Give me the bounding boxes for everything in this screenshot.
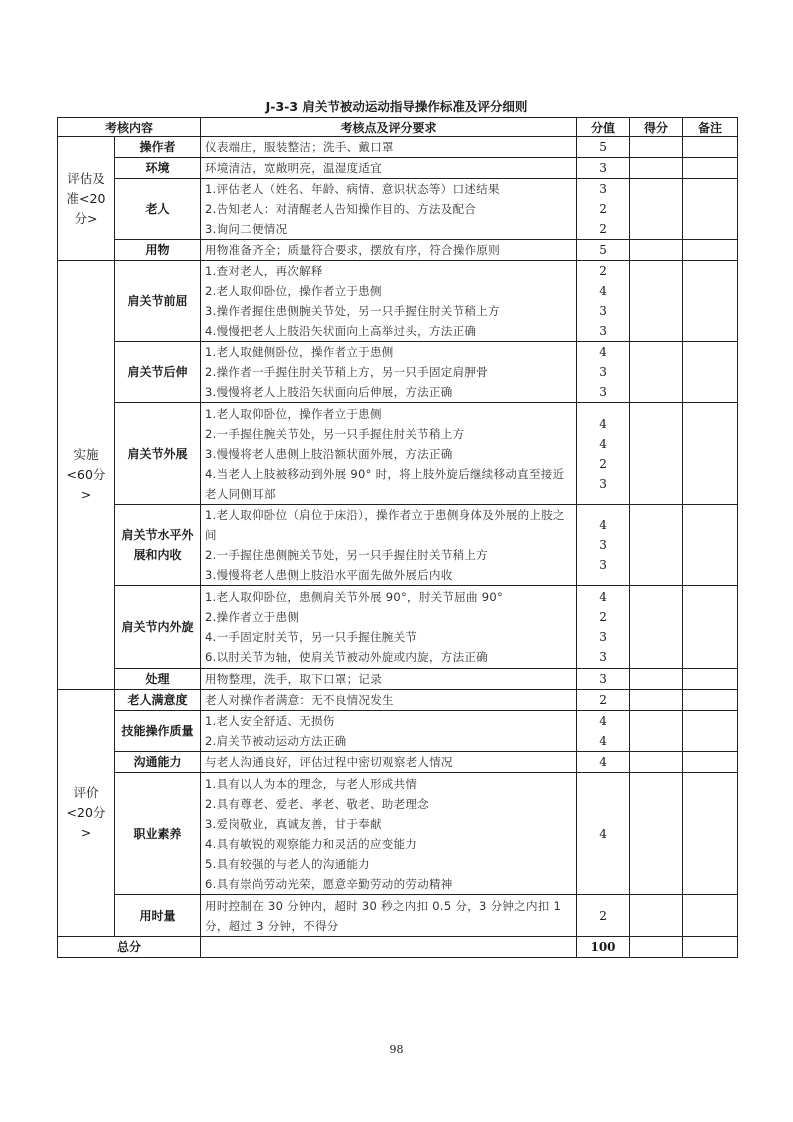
desc-environment [201, 158, 577, 179]
score-value: 3 [599, 304, 607, 318]
note-cell [683, 240, 738, 261]
score-value: 3 [599, 672, 607, 686]
section-assess: 评估及准<20分> [58, 137, 115, 261]
desc-line: 6.具有崇尚劳动光荣，愿意辛勤劳动的劳动精神 [205, 876, 453, 891]
desc-line: 4.当老人上肢被移动到外展 90° 时，将上肢外旋后继续移动直至接近老人同侧耳部 [205, 466, 565, 501]
desc-horizontal-abduction [201, 505, 577, 586]
item-shoulder-extension: 肩关节后伸 [115, 342, 201, 403]
desc-handling [201, 669, 577, 690]
header-points: 考核点及评分要求 [201, 118, 577, 137]
got-cell [630, 137, 683, 158]
item-elder: 老人 [115, 179, 201, 240]
score-value: 4 [599, 590, 607, 604]
desc-line: 4.一手固定肘关节，另一只手握住腕关节 [205, 630, 418, 644]
score-environment [577, 158, 630, 179]
note-cell [683, 403, 738, 505]
note-cell [683, 669, 738, 690]
got-cell [630, 690, 683, 711]
got-cell [630, 773, 683, 895]
note-cell [683, 937, 738, 958]
item-environment: 环境 [115, 158, 201, 179]
desc-skill-quality [201, 711, 577, 752]
desc-supplies [201, 240, 577, 261]
total-desc [201, 937, 577, 958]
scoring-table [57, 117, 738, 958]
desc-line: 2.告知老人：对清醒老人告知操作目的、方法及配合 [205, 202, 477, 216]
desc-line: 3.慢慢将老人上肢沿矢状面向后伸展，方法正确 [205, 385, 453, 399]
desc-line: 4.具有敏锐的观察能力和灵活的应变能力 [205, 836, 418, 851]
score-value: 4 [599, 345, 607, 359]
item-horizontal-abduction: 肩关节水平外展和内收 [115, 505, 201, 586]
score-value: 4 [599, 755, 607, 769]
desc-line: 用物准备齐全；质量符合要求，摆放有序，符合操作原则 [205, 243, 501, 257]
item-shoulder-abduction: 肩关节外展 [115, 403, 201, 505]
score-value: 2 [599, 264, 607, 278]
desc-elder [201, 179, 577, 240]
score-value: 3 [599, 161, 607, 175]
got-cell [630, 342, 683, 403]
desc-line: 环境清洁，宽敞明亮，温湿度适宜 [205, 161, 383, 175]
score-shoulder-abduction [577, 403, 630, 505]
note-cell [683, 752, 738, 773]
desc-line: 1.老人安全舒适、无损伤 [205, 714, 335, 728]
note-cell [683, 690, 738, 711]
got-cell [630, 895, 683, 937]
table-row [58, 261, 738, 342]
desc-line: 2.具有尊老、爱老、孝老、敬老、助老理念 [205, 796, 429, 811]
score-value: 2 [599, 693, 607, 707]
total-row [58, 937, 738, 958]
table-row [58, 895, 738, 937]
score-value: 3 [599, 476, 607, 491]
table-row [58, 690, 738, 711]
got-cell [630, 158, 683, 179]
got-cell [630, 505, 683, 586]
section-implementation: 实施<60分> [58, 261, 115, 690]
note-cell [683, 158, 738, 179]
note-cell [683, 342, 738, 403]
score-value: 2 [599, 908, 607, 923]
score-value: 2 [599, 610, 607, 624]
table-row [58, 669, 738, 690]
desc-line: 2.一手握住腕关节处，另一只手握住肘关节稍上方 [205, 426, 465, 441]
table-row [58, 342, 738, 403]
desc-line: 1.老人取健侧卧位，操作者立于患侧 [205, 345, 394, 359]
note-cell [683, 586, 738, 669]
desc-operator [201, 137, 577, 158]
table-row [58, 711, 738, 752]
note-cell [683, 895, 738, 937]
score-value: 4 [599, 714, 607, 728]
note-cell [683, 773, 738, 895]
score-value: 4 [599, 734, 607, 748]
table-row [58, 752, 738, 773]
score-value: 3 [599, 538, 607, 552]
score-shoulder-rotation [577, 586, 630, 669]
desc-line: 3.慢慢将老人患侧上肢沿水平面先做外展后内收 [205, 568, 453, 582]
note-cell [683, 505, 738, 586]
total-label: 总分 [58, 937, 201, 958]
item-shoulder-flexion: 肩关节前屈 [115, 261, 201, 342]
desc-line: 用物整理，洗手，取下口罩；记录 [205, 672, 383, 686]
desc-line: 2.操作者立于患侧 [205, 610, 300, 624]
score-time-used [577, 895, 630, 937]
item-supplies: 用物 [115, 240, 201, 261]
score-value: 3 [599, 385, 607, 399]
item-communication: 沟通能力 [115, 752, 201, 773]
header-got: 得分 [630, 118, 683, 137]
desc-line: 与老人沟通良好，评估过程中密切观察老人情况 [205, 755, 453, 769]
score-operator [577, 137, 630, 158]
table-row [58, 505, 738, 586]
desc-line: 仪表端庄，服装整洁；洗手、戴口罩 [205, 140, 394, 154]
score-shoulder-extension [577, 342, 630, 403]
desc-professionalism [201, 773, 577, 895]
desc-line: 3.爱岗敬业，真诚友善，甘于奉献 [205, 816, 382, 831]
desc-line: 5.具有较强的与老人的沟通能力 [205, 856, 370, 871]
desc-satisfaction [201, 690, 577, 711]
score-value: 4 [599, 416, 607, 431]
score-value: 5 [599, 140, 607, 154]
got-cell [630, 179, 683, 240]
score-value: 2 [599, 202, 607, 216]
score-handling [577, 669, 630, 690]
score-skill-quality [577, 711, 630, 752]
item-professionalism: 职业素养 [115, 773, 201, 895]
table-header-row [58, 118, 738, 137]
score-value: 3 [599, 558, 607, 572]
desc-shoulder-rotation [201, 586, 577, 669]
item-operator: 操作者 [115, 137, 201, 158]
item-skill-quality: 技能操作质量 [115, 711, 201, 752]
section-evaluation: 评价<20分> [58, 690, 115, 937]
desc-line: 1.老人取仰卧位（肩位于床沿），操作者立于患侧身体及外展的上肢之间 [205, 508, 565, 542]
got-cell [630, 586, 683, 669]
score-value: 3 [599, 650, 607, 664]
desc-line: 1.具有以人为本的理念，与老人形成共情 [205, 776, 418, 791]
note-cell [683, 711, 738, 752]
got-cell [630, 403, 683, 505]
score-value: 4 [599, 284, 607, 298]
score-value: 2 [599, 456, 607, 471]
desc-shoulder-flexion [201, 261, 577, 342]
score-value: 3 [599, 365, 607, 379]
desc-line: 6.以肘关节为轴，使肩关节被动外旋或内旋，方法正确 [205, 650, 488, 664]
item-shoulder-rotation: 肩关节内外旋 [115, 586, 201, 669]
score-value: 3 [599, 630, 607, 644]
table-row [58, 773, 738, 895]
score-value: 2 [599, 222, 607, 236]
got-cell [630, 937, 683, 958]
total-score: 100 [577, 937, 630, 958]
desc-line: 2.操作者一手握住肘关节稍上方，另一只手固定肩胛骨 [205, 365, 488, 379]
got-cell [630, 711, 683, 752]
desc-line: 3.慢慢将老人患侧上肢沿额状面外展，方法正确 [205, 446, 453, 461]
score-shoulder-flexion [577, 261, 630, 342]
desc-line: 老人对操作者满意：无不良情况发生 [205, 693, 394, 707]
item-satisfaction: 老人满意度 [115, 690, 201, 711]
score-elder [577, 179, 630, 240]
score-value: 4 [599, 436, 607, 451]
score-supplies [577, 240, 630, 261]
score-value: 3 [599, 182, 607, 196]
header-item: 考核内容 [58, 118, 201, 137]
desc-line: 1.老人取仰卧位，患侧肩关节外展 90°，肘关节屈曲 90° [205, 590, 504, 604]
note-cell [683, 261, 738, 342]
note-cell [683, 137, 738, 158]
desc-line: 用时控制在 30 分钟内，超时 30 秒之内扣 0.5 分，3 分钟之内扣 1 分，超过 3 分钟，不得分 [205, 898, 562, 933]
table-row [58, 137, 738, 158]
desc-line: 2.老人取仰卧位，操作者立于患侧 [205, 284, 382, 298]
desc-line: 4.慢慢把老人上肢沿矢状面向上高举过头，方法正确 [205, 324, 477, 338]
got-cell [630, 261, 683, 342]
table-row [58, 158, 738, 179]
desc-time-used [201, 895, 577, 937]
score-value: 4 [599, 826, 607, 841]
score-value: 3 [599, 324, 607, 338]
desc-shoulder-abduction [201, 403, 577, 505]
table-row [58, 403, 738, 505]
header-note: 备注 [683, 118, 738, 137]
page-title: J-3-3 肩关节被动运动指导操作标准及评分细则 [265, 99, 528, 114]
desc-line: 2.一手握住患侧腕关节处，另一只手握住肘关节稍上方 [205, 548, 488, 562]
desc-line: 1.评估老人（姓名、年龄、病情、意识状态等）口述结果 [205, 182, 500, 196]
score-value: 5 [599, 243, 607, 257]
desc-line: 3.操作者握住患侧腕关节处，另一只手握住肘关节稍上方 [205, 304, 500, 318]
score-horizontal-abduction [577, 505, 630, 586]
desc-line: 2.肩关节被动运动方法正确 [205, 734, 347, 748]
desc-line: 1.查对老人，再次解释 [205, 264, 323, 278]
header-score: 分值 [577, 118, 630, 137]
table-row [58, 240, 738, 261]
table-row [58, 179, 738, 240]
score-value: 4 [599, 518, 607, 532]
table-row [58, 586, 738, 669]
got-cell [630, 669, 683, 690]
page-number: 98 [389, 1043, 404, 1056]
desc-line: 3.询问二便情况 [205, 222, 288, 236]
score-satisfaction [577, 690, 630, 711]
got-cell [630, 752, 683, 773]
item-time-used: 用时量 [115, 895, 201, 937]
score-professionalism [577, 773, 630, 895]
desc-shoulder-extension [201, 342, 577, 403]
desc-communication [201, 752, 577, 773]
note-cell [683, 179, 738, 240]
item-handling: 处理 [115, 669, 201, 690]
got-cell [630, 240, 683, 261]
desc-line: 1.老人取仰卧位，操作者立于患侧 [205, 406, 382, 421]
score-communication [577, 752, 630, 773]
